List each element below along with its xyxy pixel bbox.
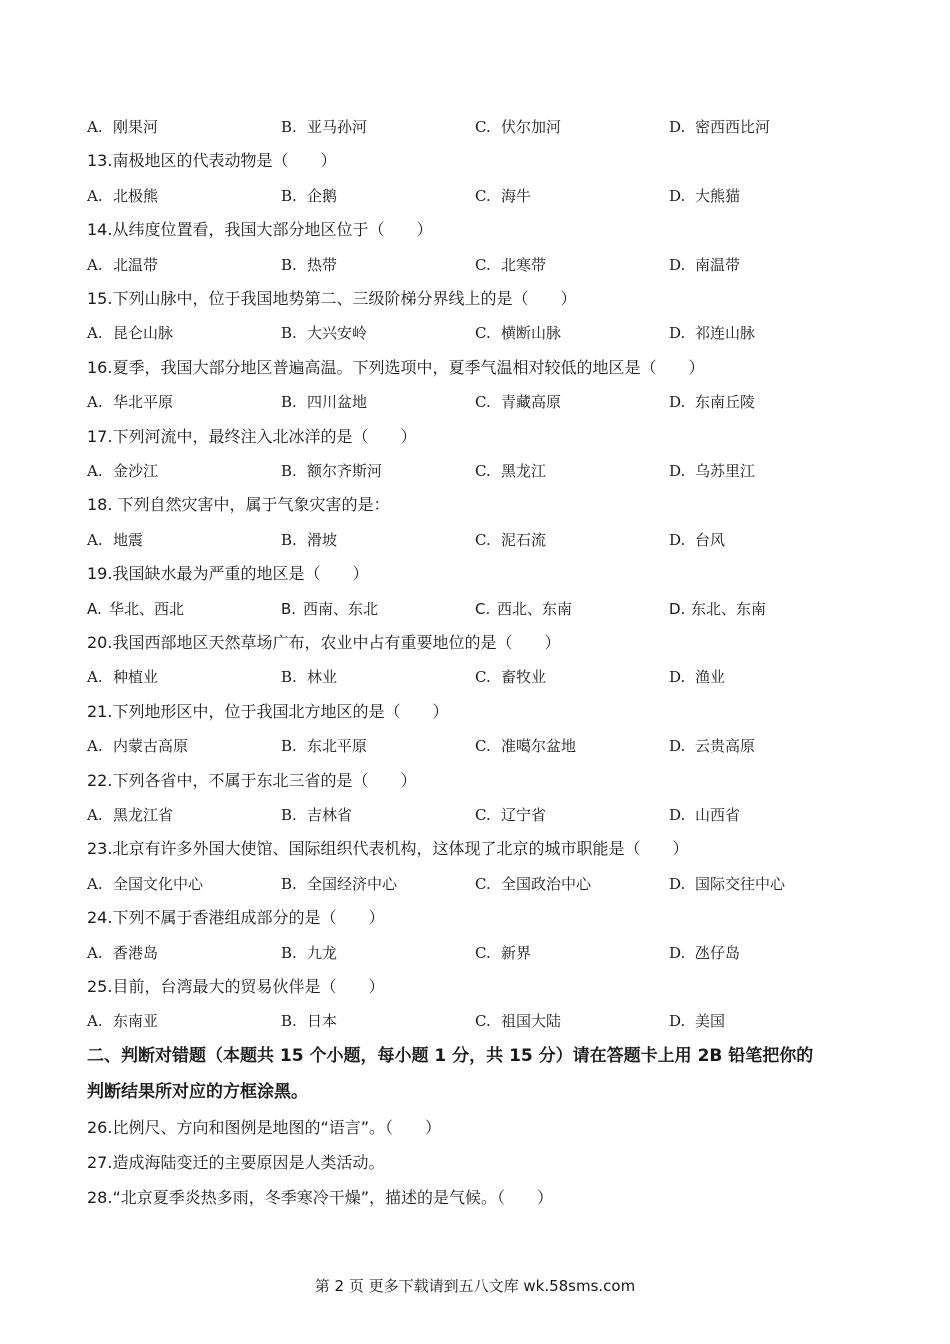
- option-letter: D.: [669, 1012, 686, 1030]
- option-text: 全国文化中心: [113, 875, 204, 893]
- option-a: [87, 599, 184, 619]
- option-text: 青藏高原: [501, 393, 562, 411]
- option-c: [475, 117, 561, 137]
- option-d: [669, 323, 755, 343]
- option-text: 西北、东南: [497, 600, 573, 618]
- option-letter: C.: [475, 944, 491, 962]
- option-text: 渔业: [695, 668, 726, 686]
- option-a: [87, 874, 203, 894]
- option-text: 黑龙江: [501, 462, 547, 480]
- option-text: 西南、东北: [303, 600, 379, 618]
- option-row: [87, 943, 867, 963]
- question-text: 16.夏季，我国大部分地区普遍高温。下列选项中，夏季气温相对较低的地区是（ ）: [87, 358, 705, 377]
- option-d: [669, 117, 770, 137]
- option-letter: B.: [281, 600, 297, 618]
- option-b: [281, 736, 367, 756]
- option-letter: B.: [281, 806, 297, 824]
- option-c: [475, 805, 546, 825]
- option-letter: D.: [669, 737, 686, 755]
- option-c: [475, 736, 576, 756]
- judgment-question: 28.“北京夏季炎热多雨，冬季寒冷干燥”，描述的是气候。（ ）: [87, 1188, 554, 1207]
- option-text: 额尔齐斯河: [307, 462, 383, 480]
- option-d: [669, 1011, 725, 1031]
- question-text: 21.下列地形区中，位于我国北方地区的是（ ）: [87, 702, 449, 721]
- option-text: 香港岛: [113, 944, 159, 962]
- option-letter: D.: [669, 531, 686, 549]
- option-b: [281, 461, 382, 481]
- option-a: [87, 805, 173, 825]
- option-text: 北温带: [113, 256, 159, 274]
- option-c: [475, 667, 546, 687]
- option-letter: C.: [475, 462, 491, 480]
- option-b: [281, 255, 337, 275]
- section-heading-line2: 判断结果所对应的方框涂黑。: [87, 1082, 308, 1102]
- option-b: [281, 323, 367, 343]
- option-text: 四川盆地: [307, 393, 368, 411]
- option-letter: D.: [669, 256, 686, 274]
- option-letter: B.: [281, 393, 297, 411]
- option-text: 黑龙江省: [113, 806, 174, 824]
- option-text: 东南亚: [113, 1012, 159, 1030]
- option-text: 南温带: [695, 256, 741, 274]
- option-text: 乌苏里江: [695, 462, 756, 480]
- option-c: [475, 255, 546, 275]
- option-d: [669, 186, 740, 206]
- option-text: 昆仑山脉: [113, 324, 174, 342]
- option-letter: A.: [87, 187, 103, 205]
- option-letter: B.: [281, 324, 297, 342]
- option-d: [669, 392, 755, 412]
- option-text: 泥石流: [501, 531, 547, 549]
- option-a: [87, 392, 173, 412]
- question-text: 17.下列河流中，最终注入北冰洋的是（ ）: [87, 427, 417, 446]
- option-d: [669, 599, 766, 619]
- option-text: 东南丘陵: [695, 393, 756, 411]
- option-letter: C.: [475, 1012, 491, 1030]
- option-row: [87, 392, 867, 412]
- option-text: 氹仔岛: [695, 944, 741, 962]
- option-row: [87, 186, 867, 206]
- option-d: [669, 736, 755, 756]
- option-text: 密西西比河: [695, 118, 771, 136]
- option-letter: D.: [669, 462, 686, 480]
- option-letter: C.: [475, 256, 491, 274]
- option-letter: B.: [281, 944, 297, 962]
- option-text: 金沙江: [113, 462, 159, 480]
- option-text: 辽宁省: [501, 806, 547, 824]
- option-letter: B.: [281, 531, 297, 549]
- judgment-question: 26.比例尺、方向和图例是地图的“语言”。（ ）: [87, 1118, 442, 1137]
- option-text: 吉林省: [307, 806, 353, 824]
- option-c: [475, 323, 561, 343]
- option-row: [87, 461, 867, 481]
- option-d: [669, 255, 740, 275]
- option-b: [281, 943, 337, 963]
- option-letter: D.: [669, 393, 686, 411]
- option-row: [87, 1011, 867, 1031]
- option-text: 北极熊: [113, 187, 159, 205]
- option-row: [87, 323, 867, 343]
- question-text: 15.下列山脉中，位于我国地势第二、三级阶梯分界线上的是（ ）: [87, 289, 577, 308]
- option-letter: A.: [87, 668, 103, 686]
- option-d: [669, 874, 785, 894]
- option-letter: A.: [87, 324, 103, 342]
- option-d: [669, 530, 725, 550]
- option-text: 九龙: [307, 944, 338, 962]
- option-d: [669, 805, 740, 825]
- option-letter: B.: [281, 737, 297, 755]
- option-b: [281, 117, 367, 137]
- option-letter: C.: [475, 806, 491, 824]
- option-b: [281, 1011, 337, 1031]
- option-letter: D.: [669, 944, 686, 962]
- option-text: 滑坡: [307, 531, 338, 549]
- option-a: [87, 461, 158, 481]
- option-text: 全国政治中心: [501, 875, 592, 893]
- option-a: [87, 117, 158, 137]
- option-b: [281, 392, 367, 412]
- option-c: [475, 1011, 561, 1031]
- option-letter: C.: [475, 393, 491, 411]
- option-letter: D.: [669, 668, 686, 686]
- option-letter: C.: [475, 668, 491, 686]
- section-heading-line1: 二、判断对错题（本题共 15 个小题，每小题 1 分，共 15 分）请在答题卡上用 2B 铅笔把你的: [87, 1046, 814, 1066]
- option-c: [475, 599, 572, 619]
- option-letter: A.: [87, 462, 103, 480]
- question-text: 20.我国西部地区天然草场广布，农业中占有重要地位的是（ ）: [87, 633, 561, 652]
- option-text: 海牛: [501, 187, 532, 205]
- option-text: 大熊猫: [695, 187, 741, 205]
- option-letter: C.: [475, 118, 491, 136]
- option-letter: A.: [87, 806, 103, 824]
- page-footer: 第 2 页 更多下载请到五八文库 wk.58sms.com: [314, 1277, 636, 1295]
- option-a: [87, 736, 188, 756]
- option-letter: C.: [475, 600, 491, 618]
- option-text: 热带: [307, 256, 338, 274]
- option-text: 准噶尔盆地: [501, 737, 577, 755]
- option-text: 横断山脉: [501, 324, 562, 342]
- option-b: [281, 874, 397, 894]
- option-c: [475, 461, 546, 481]
- option-text: 国际交往中心: [695, 875, 786, 893]
- option-letter: D.: [669, 324, 686, 342]
- option-text: 伏尔加河: [501, 118, 562, 136]
- option-letter: D.: [669, 806, 686, 824]
- option-letter: A.: [87, 944, 103, 962]
- option-letter: C.: [475, 187, 491, 205]
- option-d: [669, 461, 755, 481]
- option-letter: C.: [475, 531, 491, 549]
- option-a: [87, 255, 158, 275]
- option-a: [87, 667, 158, 687]
- option-a: [87, 186, 158, 206]
- option-c: [475, 874, 591, 894]
- option-row: [87, 255, 867, 275]
- option-text: 云贵高原: [695, 737, 756, 755]
- option-row: [87, 117, 867, 137]
- option-text: 种植业: [113, 668, 159, 686]
- option-letter: A.: [87, 600, 102, 618]
- option-text: 日本: [307, 1012, 338, 1030]
- option-text: 北寒带: [501, 256, 547, 274]
- option-row: [87, 530, 867, 550]
- option-c: [475, 392, 561, 412]
- option-letter: D.: [669, 187, 686, 205]
- option-text: 山西省: [695, 806, 741, 824]
- option-letter: C.: [475, 737, 491, 755]
- option-text: 东北平原: [307, 737, 368, 755]
- option-text: 祖国大陆: [501, 1012, 562, 1030]
- option-a: [87, 1011, 158, 1031]
- option-letter: A.: [87, 737, 103, 755]
- option-letter: A.: [87, 875, 103, 893]
- option-text: 全国经济中心: [307, 875, 398, 893]
- option-letter: A.: [87, 118, 103, 136]
- option-text: 企鹅: [307, 187, 338, 205]
- option-letter: A.: [87, 393, 103, 411]
- option-letter: D.: [669, 600, 686, 618]
- option-text: 畜牧业: [501, 668, 547, 686]
- option-text: 内蒙古高原: [113, 737, 189, 755]
- option-row: [87, 667, 867, 687]
- question-text: 14.从纬度位置看，我国大部分地区位于（ ）: [87, 220, 433, 239]
- option-letter: B.: [281, 462, 297, 480]
- option-letter: A.: [87, 1012, 103, 1030]
- option-row: [87, 736, 867, 756]
- option-text: 美国: [695, 1012, 726, 1030]
- option-letter: C.: [475, 875, 491, 893]
- option-letter: B.: [281, 875, 297, 893]
- option-row: [87, 874, 867, 894]
- option-b: [281, 530, 337, 550]
- question-text: 19.我国缺水最为严重的地区是（ ）: [87, 564, 369, 583]
- option-b: [281, 186, 337, 206]
- option-letter: B.: [281, 187, 297, 205]
- question-text: 25.目前，台湾最大的贸易伙伴是（ ）: [87, 977, 385, 996]
- option-a: [87, 943, 158, 963]
- option-c: [475, 530, 546, 550]
- option-text: 林业: [307, 668, 338, 686]
- option-letter: B.: [281, 668, 297, 686]
- option-a: [87, 530, 143, 550]
- option-text: 华北平原: [113, 393, 174, 411]
- option-c: [475, 943, 531, 963]
- option-a: [87, 323, 173, 343]
- option-b: [281, 805, 352, 825]
- option-letter: A.: [87, 531, 103, 549]
- option-letter: B.: [281, 256, 297, 274]
- option-letter: B.: [281, 118, 297, 136]
- option-letter: A.: [87, 256, 103, 274]
- option-d: [669, 943, 740, 963]
- question-text: 23.北京有许多外国大使馆、国际组织代表机构，这体现了北京的城市职能是（ ）: [87, 839, 689, 858]
- option-letter: C.: [475, 324, 491, 342]
- option-text: 地震: [113, 531, 144, 549]
- option-text: 台风: [695, 531, 726, 549]
- option-d: [669, 667, 725, 687]
- option-text: 新界: [501, 944, 532, 962]
- option-b: [281, 599, 378, 619]
- option-letter: D.: [669, 118, 686, 136]
- option-text: 刚果河: [113, 118, 159, 136]
- option-text: 大兴安岭: [307, 324, 368, 342]
- option-letter: D.: [669, 875, 686, 893]
- judgment-question: 27.造成海陆变迁的主要原因是人类活动。: [87, 1153, 385, 1172]
- option-b: [281, 667, 337, 687]
- option-text: 华北、西北: [109, 600, 185, 618]
- question-text: 24.下列不属于香港组成部分的是（ ）: [87, 908, 385, 927]
- option-row: [87, 599, 867, 619]
- option-text: 东北、东南: [691, 600, 767, 618]
- question-text: 13.南极地区的代表动物是（ ）: [87, 151, 337, 170]
- question-text: 22.下列各省中，不属于东北三省的是（ ）: [87, 771, 417, 790]
- option-text: 亚马孙河: [307, 118, 368, 136]
- question-text: 18. 下列自然灾害中，属于气象灾害的是：: [87, 495, 390, 514]
- option-row: [87, 805, 867, 825]
- option-letter: B.: [281, 1012, 297, 1030]
- option-c: [475, 186, 531, 206]
- option-text: 祁连山脉: [695, 324, 756, 342]
